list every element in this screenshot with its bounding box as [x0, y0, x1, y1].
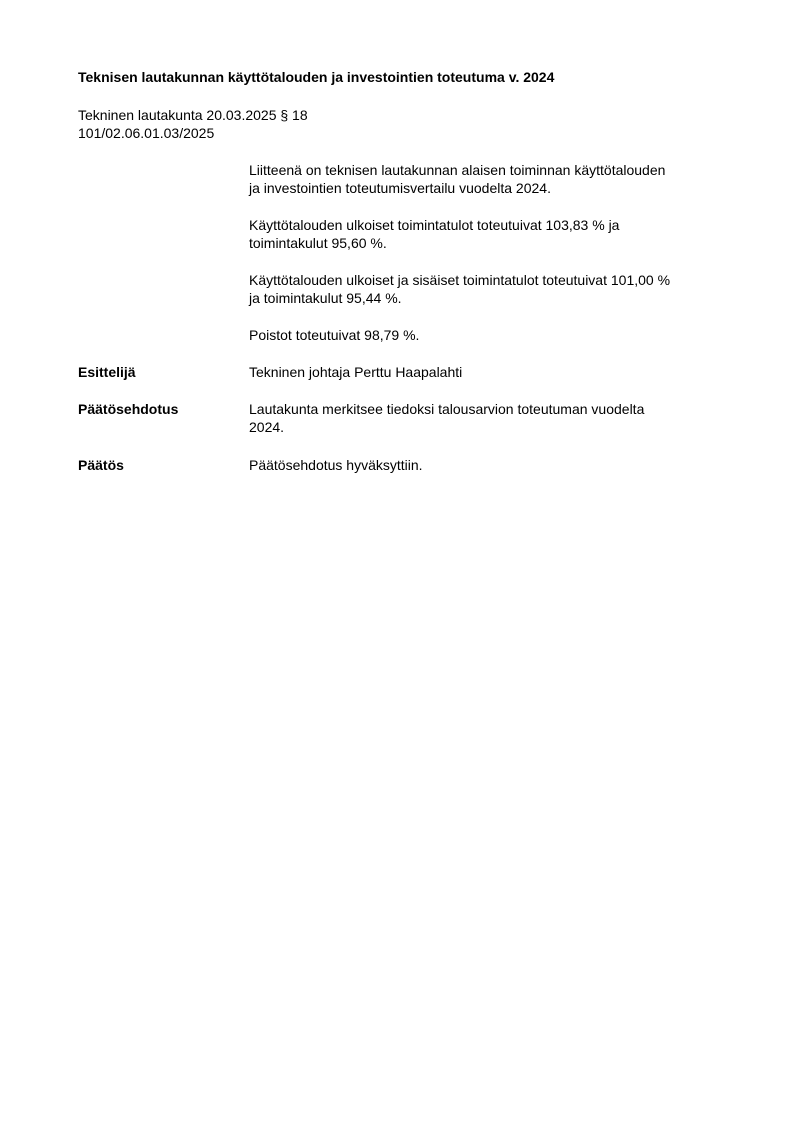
- paragraph-line: 2024.: [249, 419, 285, 435]
- paragraph-line: Tekninen johtaja Perttu Haapalahti: [249, 364, 463, 380]
- paragraph-line: Käyttötalouden ulkoiset ja sisäiset toimintatulot toteutuivat 101,00 %: [249, 272, 671, 288]
- paragraph-line: Päätösehdotus hyväksyttiin.: [249, 457, 423, 473]
- paragraph-line: Liitteenä on teknisen lautakunnan alaisen toiminnan käyttötalouden: [249, 162, 666, 178]
- proposal-value: [249, 400, 739, 436]
- paragraph-external-income: [249, 216, 739, 252]
- paragraph-line: toimintakulut 95,60 %.: [249, 235, 387, 251]
- paragraph-line: Käyttötalouden ulkoiset toimintatulot toteutuivat 103,83 % ja: [249, 217, 620, 233]
- paragraph-line: ja toimintakulut 95,44 %.: [249, 290, 402, 306]
- paragraph-attachment: [249, 161, 739, 197]
- proposal-label: Päätösehdotus: [78, 401, 179, 417]
- paragraph-line: Poistot toteutuivat 98,79 %.: [249, 327, 420, 343]
- meeting-reference: Tekninen lautakunta 20.03.2025 § 18: [78, 107, 308, 123]
- record-id: 101/02.06.01.03/2025: [78, 125, 215, 141]
- meeting-info: [78, 106, 308, 142]
- presenter-label: Esittelijä: [78, 364, 136, 380]
- decision-label: Päätös: [78, 457, 124, 473]
- paragraph-line: ja investointien toteutumisvertailu vuodelta 2024.: [249, 180, 551, 196]
- presenter-value: [249, 363, 739, 381]
- decision-value: [249, 456, 739, 474]
- paragraph-line: Lautakunta merkitsee tiedoksi talousarvion toteutuman vuodelta: [249, 401, 645, 417]
- paragraph-depreciation: [249, 326, 739, 344]
- paragraph-internal-income: [249, 271, 739, 307]
- document-title: Teknisen lautakunnan käyttötalouden ja investointien toteutuma v. 2024: [78, 69, 555, 85]
